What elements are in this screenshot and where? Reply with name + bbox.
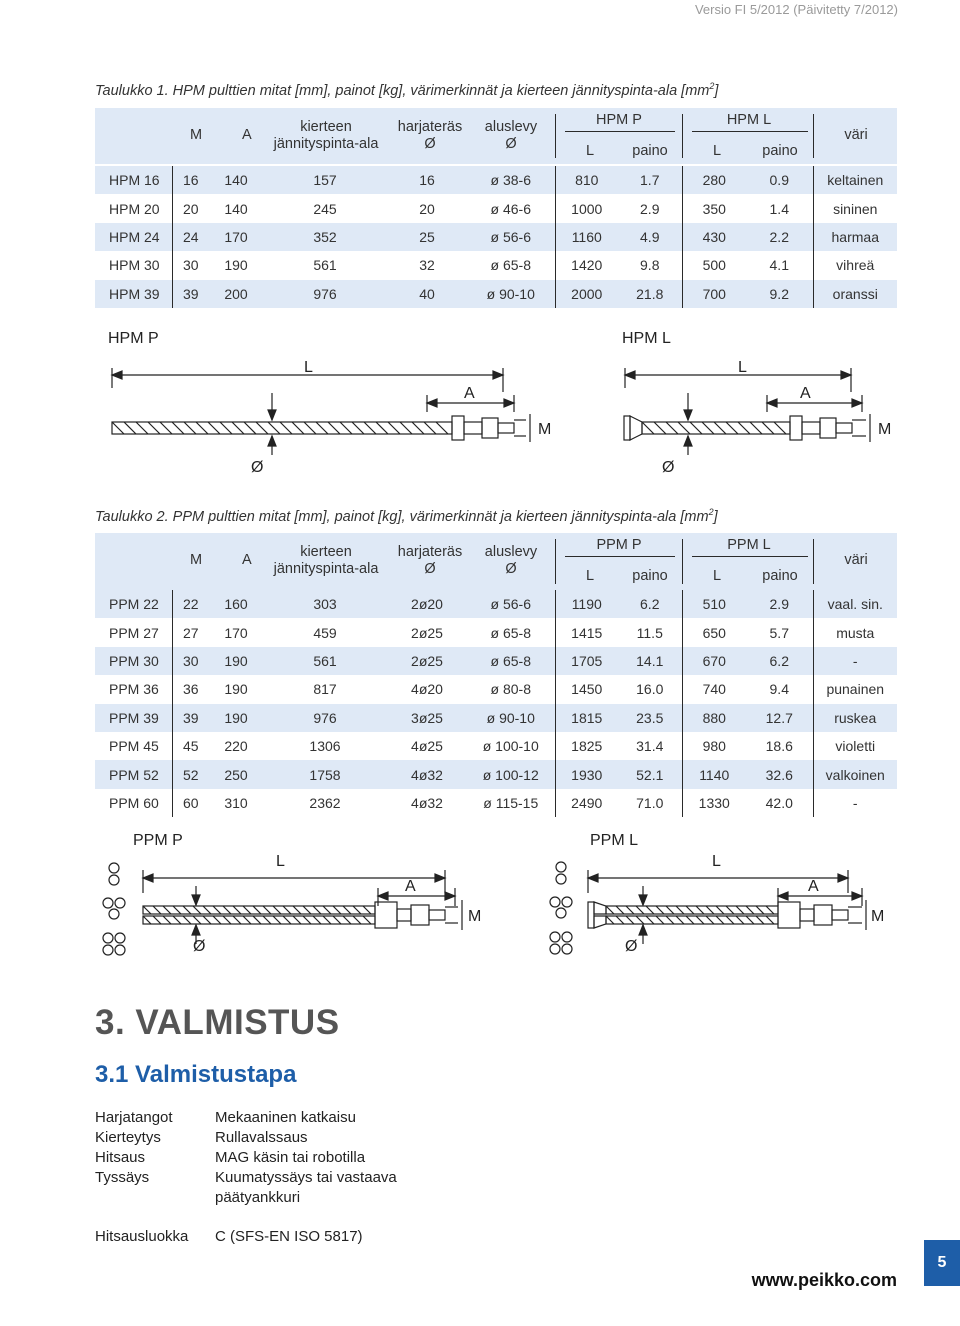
row-label: PPM 60 <box>109 794 159 811</box>
table-cell: 24 <box>172 223 209 251</box>
table-row <box>95 760 897 788</box>
ppm-p-title: PPM P <box>133 832 183 849</box>
table-cell: 157 <box>263 166 387 194</box>
table-cell: 170 <box>209 223 263 251</box>
table2 <box>95 590 897 817</box>
table-cell: valkoinen <box>813 760 897 788</box>
table-cell: 4ø32 <box>387 760 467 788</box>
col-jannitys-header: jännityspinta-ala <box>273 136 379 152</box>
table-cell: ø 38-6 <box>467 166 555 194</box>
table-cell: 2.9 <box>640 200 660 217</box>
col-kierteen-header: kierteen <box>300 544 352 560</box>
table-cell: 220 <box>224 738 248 755</box>
hpm-l-dim-m: M <box>878 421 892 438</box>
col-harjateras-header: harjateräs <box>397 544 463 560</box>
group-p-header: HPM P <box>596 112 642 128</box>
col-a-header: A <box>242 127 252 143</box>
method-desc: päätyankkuri <box>215 1189 301 1206</box>
method-descriptions <box>215 1108 397 1208</box>
table-cell: musta <box>813 618 897 646</box>
weld-class-term: Hitsausluokka <box>95 1228 189 1245</box>
col-p-paino-header: paino <box>632 143 668 159</box>
hpm-p-bolt <box>112 368 530 455</box>
table1-header <box>95 108 897 164</box>
table-cell: 1815 <box>555 704 618 732</box>
col-m-header: M <box>190 552 203 568</box>
table-cell: 16 <box>172 166 209 194</box>
table1-caption-sup: 2 <box>709 81 715 91</box>
table-cell: ø 100-10 <box>482 738 539 755</box>
method-term: Kierteytys <box>95 1129 161 1146</box>
table-cell: 980 <box>682 732 746 760</box>
method-desc: MAG käsin tai robotilla <box>215 1149 366 1166</box>
col-l-paino-header: paino <box>762 143 798 159</box>
ppm-p-end-views <box>103 863 125 955</box>
table-cell: ø 115-15 <box>483 794 539 811</box>
table-cell: 2ø20 <box>387 590 467 618</box>
table-cell: punainen <box>813 675 897 703</box>
table-row <box>95 618 897 646</box>
ppm-diagram <box>90 823 910 983</box>
divider <box>682 114 683 158</box>
table-cell: ø 90-10 <box>467 704 555 732</box>
ppm-l-dim-l: L <box>712 853 721 870</box>
table-row <box>95 704 897 732</box>
table-cell: vihreä <box>813 251 897 279</box>
table-cell: 31.4 <box>636 738 664 755</box>
table-cell: 740 <box>682 675 746 703</box>
table-cell: 1160 <box>555 223 618 251</box>
table-cell: 190 <box>209 704 263 732</box>
table-cell: 14.1 <box>618 647 682 675</box>
row-label: HPM 20 <box>109 200 160 217</box>
table-cell: oranssi <box>813 280 897 308</box>
divider <box>565 556 675 557</box>
table-cell: 40 <box>387 280 467 308</box>
table-cell: 60 <box>172 789 209 817</box>
table-cell: 2ø25 <box>387 647 467 675</box>
subsection-title: 3.1 Valmistustapa <box>95 1061 297 1088</box>
table-cell: 1825 <box>555 732 618 760</box>
table-cell: 27 <box>172 618 209 646</box>
table-cell: 6.2 <box>618 590 682 618</box>
col-l-paino-header: paino <box>762 568 798 584</box>
table-cell: 12.7 <box>746 704 813 732</box>
table-cell: 30 <box>172 251 209 279</box>
row-label: HPM 39 <box>95 280 172 308</box>
ppm-l-title: PPM L <box>590 832 639 849</box>
table-row <box>95 251 897 279</box>
page-number: 5 <box>924 1240 960 1286</box>
table-cell: 3ø25 <box>387 704 467 732</box>
method-terms <box>95 1108 173 1188</box>
table-cell: 190 <box>224 681 248 698</box>
table-cell: - <box>813 789 897 817</box>
table-row <box>95 675 897 703</box>
group-p-header: PPM P <box>596 537 642 553</box>
table2-caption <box>95 507 718 525</box>
table-cell: 303 <box>263 590 387 618</box>
table-cell: 52 <box>172 760 209 788</box>
table-cell: 4.9 <box>618 223 682 251</box>
table-cell: 500 <box>682 251 746 279</box>
row-label: PPM 45 <box>109 738 159 755</box>
table-cell: 4ø32 <box>411 794 443 811</box>
divider <box>813 114 814 158</box>
table-cell: 1420 <box>555 251 618 279</box>
hpm-p-dim-diameter: Ø <box>251 459 264 476</box>
table-cell: 45 <box>172 732 209 760</box>
table-cell: 976 <box>263 704 387 732</box>
table-cell: 1705 <box>555 647 618 675</box>
version-label: Versio FI 5/2012 (Päivitetty 7/2012) <box>694 2 898 17</box>
table-cell: ø 65-8 <box>467 647 555 675</box>
table-cell: 20 <box>172 194 209 222</box>
table-cell: 39 <box>172 704 209 732</box>
table-cell: 71.0 <box>636 794 664 811</box>
col-aluslevy-header: aluslevy <box>484 119 538 135</box>
table-cell: 42.0 <box>765 794 793 811</box>
table-cell: 1930 <box>555 760 618 788</box>
hpm-l-dim-l: L <box>738 359 747 376</box>
table-cell: 430 <box>682 223 746 251</box>
table-cell: - <box>813 647 897 675</box>
table-cell: sininen <box>813 194 897 222</box>
hpm-p-dim-m: M <box>538 421 552 438</box>
col-a-header: A <box>242 552 252 568</box>
table-cell: 32 <box>419 257 435 274</box>
divider <box>692 556 808 557</box>
hpm-p-title: HPM P <box>108 330 159 347</box>
table-cell: 1190 <box>555 590 618 618</box>
table-cell: 21.8 <box>618 280 682 308</box>
method-desc: Rullavalssaus <box>215 1129 308 1146</box>
ppm-p-dim-m: M <box>468 908 482 925</box>
weld-class-desc: C (SFS-EN ISO 5817) <box>215 1228 363 1245</box>
col-harjateras-symbol: Ø <box>424 561 436 577</box>
table-row <box>95 194 897 222</box>
hpm-p-dim-a: A <box>464 385 475 402</box>
table-cell: 18.6 <box>765 738 793 755</box>
ppm-l-bolt <box>588 870 866 944</box>
row-label: PPM 30 <box>95 647 172 675</box>
col-p-paino-header: paino <box>632 568 668 584</box>
table-cell: 9.4 <box>769 681 789 698</box>
hpm-l-bolt <box>624 368 870 455</box>
table-cell: 2ø25 <box>411 624 443 641</box>
method-term: Harjatangot <box>95 1109 173 1126</box>
table2-header <box>95 533 897 590</box>
table-row <box>95 590 897 618</box>
table-cell: 22 <box>172 590 209 618</box>
table-cell: 1140 <box>682 760 746 788</box>
table-cell: ø 65-8 <box>490 257 531 274</box>
table1-body <box>95 166 897 308</box>
table-cell: 2.9 <box>746 590 813 618</box>
table-row <box>95 280 897 308</box>
table-cell: 4ø25 <box>411 738 443 755</box>
table1 <box>95 166 897 308</box>
table-cell: 510 <box>682 590 746 618</box>
table2-body <box>95 590 897 817</box>
table2-caption-end: ] <box>713 508 718 525</box>
row-label: PPM 39 <box>95 704 172 732</box>
table-cell: ø 100-12 <box>467 760 555 788</box>
row-label: PPM 27 <box>109 624 159 641</box>
table-cell: 23.5 <box>618 704 682 732</box>
table-cell: 1.4 <box>769 200 789 217</box>
table-cell: keltainen <box>813 166 897 194</box>
group-l-header: HPM L <box>726 112 772 128</box>
divider <box>692 131 808 132</box>
col-p-l-header: L <box>585 568 595 584</box>
table-cell: 1415 <box>555 618 618 646</box>
table-cell: 39 <box>172 280 209 308</box>
table-row <box>95 166 897 194</box>
section-title: 3. VALMISTUS <box>95 1003 340 1042</box>
table-cell: 9.8 <box>640 257 660 274</box>
table2-caption-sup: 2 <box>708 507 714 517</box>
table-cell: 459 <box>313 624 337 641</box>
table-cell: ø 90-10 <box>467 280 555 308</box>
row-label: PPM 52 <box>95 760 172 788</box>
table-row <box>95 647 897 675</box>
table1-caption-end: ] <box>714 82 719 99</box>
table-cell: 11.5 <box>636 624 663 641</box>
col-jannitys-header: jännityspinta-ala <box>273 561 379 577</box>
table-cell: 20 <box>419 200 435 217</box>
table1-caption <box>95 81 718 99</box>
table-cell: 2362 <box>309 794 341 811</box>
ppm-p-dim-a: A <box>405 878 416 895</box>
table-row <box>95 223 897 251</box>
ppm-l-dim-m: M <box>871 908 885 925</box>
table-row <box>95 732 897 760</box>
hpm-diagram <box>90 320 910 480</box>
row-label: PPM 36 <box>109 681 159 698</box>
row-label: PPM 22 <box>95 590 172 618</box>
col-aluslevy-symbol: Ø <box>505 561 517 577</box>
website-link[interactable]: www.peikko.com <box>751 1270 897 1290</box>
divider <box>565 131 675 132</box>
col-harjateras-header: harjateräs <box>397 119 463 135</box>
table-cell: 25 <box>387 223 467 251</box>
table-cell: ø 65-8 <box>490 624 531 641</box>
table-cell: 160 <box>209 590 263 618</box>
table-cell: 190 <box>224 257 248 274</box>
col-aluslevy-symbol: Ø <box>505 136 517 152</box>
table-cell: 1.7 <box>618 166 682 194</box>
table-cell: 280 <box>682 166 746 194</box>
table-cell: 0.9 <box>746 166 813 194</box>
hpm-l-title: HPM L <box>622 330 671 347</box>
hpm-p-dim-l: L <box>304 359 313 376</box>
table-cell: 32.6 <box>746 760 813 788</box>
table-cell: 9.2 <box>746 280 813 308</box>
table-cell: 140 <box>224 200 248 217</box>
table-cell: ø 56-6 <box>467 223 555 251</box>
ppm-l-end-views <box>550 862 572 954</box>
method-term: Tyssäys <box>95 1169 150 1186</box>
table-cell: 350 <box>682 194 746 222</box>
table-cell: 880 <box>682 704 746 732</box>
row-label: HPM 16 <box>95 166 172 194</box>
table-cell: 2.2 <box>746 223 813 251</box>
table-cell: ø 80-8 <box>490 681 531 698</box>
ppm-l-dim-diameter: Ø <box>625 938 638 955</box>
table-cell: 6.2 <box>746 647 813 675</box>
row-label: HPM 24 <box>95 223 172 251</box>
table-cell: 4ø20 <box>411 681 443 698</box>
table-cell: 670 <box>682 647 746 675</box>
divider <box>682 539 683 584</box>
divider <box>555 114 556 158</box>
group-l-header: PPM L <box>727 537 771 553</box>
table-row <box>95 789 897 817</box>
method-desc: Mekaaninen katkaisu <box>215 1109 356 1126</box>
hpm-l-dim-a: A <box>800 385 811 402</box>
col-kierteen-header: kierteen <box>300 119 352 135</box>
table-cell: 561 <box>263 647 387 675</box>
table-cell: ø 46-6 <box>490 200 531 217</box>
table-cell: 561 <box>313 257 337 274</box>
col-p-l-header: L <box>585 143 595 159</box>
table-cell: 200 <box>209 280 263 308</box>
method-desc: Kuumatyssäys tai vastaava <box>215 1169 397 1186</box>
table-cell: 140 <box>209 166 263 194</box>
table-cell: 16 <box>387 166 467 194</box>
table-cell: 170 <box>224 624 248 641</box>
col-l-l-header: L <box>712 143 722 159</box>
table-cell: 245 <box>313 200 337 217</box>
table-cell: 250 <box>209 760 263 788</box>
ppm-p-dim-diameter: Ø <box>193 938 206 955</box>
col-vari-header: väri <box>844 552 868 568</box>
table1-caption-text: Taulukko 1. HPM pulttien mitat [mm], painot [kg], värimerkinnät ja kierteen jännityspinta-ala [mm <box>95 82 710 99</box>
table-cell: 817 <box>313 681 337 698</box>
col-vari-header: väri <box>844 127 868 143</box>
divider <box>813 539 814 584</box>
method-term: Hitsaus <box>95 1149 146 1166</box>
table-cell: harmaa <box>813 223 897 251</box>
col-harjateras-symbol: Ø <box>424 136 436 152</box>
table-cell: 2490 <box>555 789 618 817</box>
table-cell: 1450 <box>555 675 618 703</box>
col-m-header: M <box>190 127 203 143</box>
hpm-l-dim-diameter: Ø <box>662 459 675 476</box>
table-cell: ø 56-6 <box>467 590 555 618</box>
table-cell: 1758 <box>263 760 387 788</box>
table-cell: 5.7 <box>769 624 789 641</box>
table-cell: 976 <box>263 280 387 308</box>
table2-caption-text: Taulukko 2. PPM pulttien mitat [mm], painot [kg], värimerkinnät ja kierteen jännityspinta-ala [mm <box>95 508 709 525</box>
table-cell: 52.1 <box>618 760 682 788</box>
table-cell: 16.0 <box>636 681 664 698</box>
row-label: HPM 30 <box>109 257 160 274</box>
ppm-l-dim-a: A <box>808 878 819 895</box>
divider <box>555 539 556 584</box>
col-aluslevy-header: aluslevy <box>484 544 538 560</box>
col-l-l-header: L <box>712 568 722 584</box>
table-cell: 650 <box>682 618 746 646</box>
table-cell: 700 <box>682 280 746 308</box>
table-cell: 1000 <box>555 194 618 222</box>
table-cell: 810 <box>555 166 618 194</box>
table-cell: 36 <box>172 675 209 703</box>
table-cell: 352 <box>263 223 387 251</box>
table-cell: violetti <box>813 732 897 760</box>
table-cell: 30 <box>172 647 209 675</box>
table-cell: ruskea <box>813 704 897 732</box>
table-cell: 4.1 <box>769 257 789 274</box>
table-cell: 310 <box>224 794 248 811</box>
ppm-p-dim-l: L <box>276 853 285 870</box>
table-cell: vaal. sin. <box>813 590 897 618</box>
table-cell: 190 <box>209 647 263 675</box>
table-cell: 1306 <box>309 738 341 755</box>
table-cell: 2000 <box>555 280 618 308</box>
table-cell: 1330 <box>682 789 746 817</box>
